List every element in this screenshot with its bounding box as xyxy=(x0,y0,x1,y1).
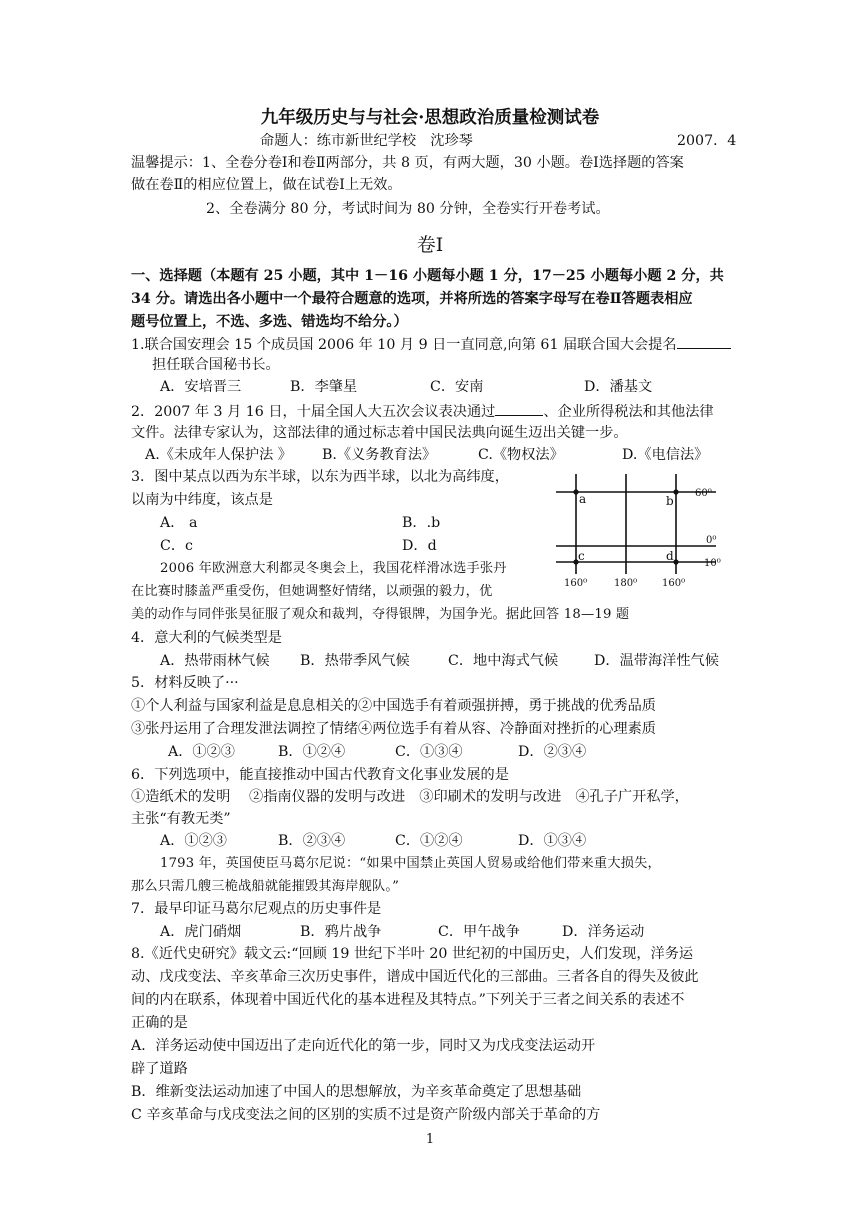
lon-label-160e: 160⁰ xyxy=(564,578,588,589)
lat-label-10: 10⁰ xyxy=(704,558,721,569)
question-7-option-b: B．鸦片战争 xyxy=(300,924,382,940)
question-8-option-a-line-1: A．洋务运动使中国迈出了走向近代化的第一步，同时又为戊戌变法运动开 xyxy=(131,1038,596,1054)
question-3-option-b: B．.b xyxy=(402,515,441,531)
question-6-option-a: A．①②③ xyxy=(160,833,227,849)
section-instructions-1: 一、选择题（本题有 25 小题，其中 1－16 小题每小题 1 分，17－25 小题每小题 2 分，共 xyxy=(131,268,724,284)
question-3-option-c: C．c xyxy=(160,538,193,554)
notice-line-1a: 温馨提示：1、全卷分卷Ⅰ和卷Ⅱ两部分，共 8 页，有两大题，30 小题。卷Ⅰ选择题的答案 xyxy=(131,155,684,171)
question-2-option-b: B.《义务教育法》 xyxy=(322,447,437,463)
notice-line-2: 2、全卷满分 80 分，考试时间为 80 分钟，全卷实行开卷考试。 xyxy=(206,201,610,217)
question-6-option-d: D．①③④ xyxy=(518,833,587,849)
question-3-stem: 3．图中某点以西为东半球，以东为西半球，以北为高纬度， xyxy=(131,469,509,485)
question-8-option-b: B．维新变法运动加速了中国人的思想解放，为辛亥革命奠定了思想基础 xyxy=(131,1084,582,1100)
question-1-option-c: C．安南 xyxy=(430,379,484,395)
question-5-item-2: ③张丹运用了合理发泄法调控了情绪④两位选手有着从容、冷静面对挫折的心理素质 xyxy=(131,721,656,737)
page-number: 1 xyxy=(425,1132,435,1147)
question-6-option-b: B．②③④ xyxy=(278,833,346,849)
question-1-stem-cont: 担任联合国秘书长。 xyxy=(152,357,280,373)
question-5-item-1: ①个人利益与国家利益是息息相关的②中国选手有着顽强拼搏，勇于挑战的优秀品质 xyxy=(131,698,656,714)
question-1-option-b: B．李肇星 xyxy=(290,379,358,395)
point-a xyxy=(573,489,578,494)
material-1-line-2: 在比赛时膝盖严重受伤，但她调整好情绪，以顽强的毅力，优 xyxy=(131,584,493,599)
answer-blank xyxy=(677,336,731,349)
question-4-option-d: D．温带海洋性气候 xyxy=(594,653,719,669)
lat-label-60: 60⁰ xyxy=(695,488,712,499)
question-6-item-2: 主张“有教无类” xyxy=(131,811,231,827)
question-5-option-c: C．①③④ xyxy=(395,744,463,760)
question-7-option-a: A．虎门硝烟 xyxy=(160,924,242,940)
question-7-stem: 7．最早印证马葛尔尼观点的历史事件是 xyxy=(131,901,382,917)
question-1-text: 1.联合国安理会 15 个成员国 2006 年 10 月 9 日一直同意,向第 61 届联合国大会提名 xyxy=(131,337,677,353)
question-3-stem-cont: 以南为中纬度，该点是 xyxy=(131,492,273,508)
exam-title: 九年级历史与与社会·思想政治质量检测试卷 xyxy=(260,108,600,128)
question-3-option-a: A． a xyxy=(160,515,198,531)
point-label-d: d xyxy=(666,549,674,563)
question-6-option-c: C．①②④ xyxy=(395,833,463,849)
point-label-b: b xyxy=(666,494,674,508)
question-2-option-d: D.《电信法》 xyxy=(622,447,709,463)
section-instructions-2: 34 分。请选出各小题中一个最符合题意的选项，并将所选的答案字母写在卷Ⅱ答题表相应 xyxy=(131,291,693,307)
question-7-option-d: D．洋务运动 xyxy=(562,924,645,940)
question-4-option-b: B．热带季风气候 xyxy=(300,653,410,669)
volume-heading: 卷Ⅰ xyxy=(416,234,444,256)
question-6-stem: 6．下列选项中，能直接推动中国古代教育文化事业发展的是 xyxy=(131,767,509,783)
material-1-line-1: 2006 年欧洲意大利都灵冬奥会上，我国花样滑冰选手张丹 xyxy=(160,561,507,576)
question-1-option-d: D．潘基文 xyxy=(584,379,653,395)
question-2-text-a: 2．2007 年 3 月 16 日，十届全国人大五次会议表决通过 xyxy=(131,404,496,420)
point-b xyxy=(673,489,678,494)
question-3-option-d: D．d xyxy=(402,538,437,554)
lat-label-0: 0⁰ xyxy=(706,535,717,546)
notice-line-1b: 做在卷Ⅱ的相应位置上，做在试卷Ⅰ上无效。 xyxy=(131,177,402,193)
point-label-a: a xyxy=(579,492,587,506)
question-8-line-4: 正确的是 xyxy=(131,1015,188,1031)
question-8-line-3: 间的内在联系，体现着中国近代化的基本进程及其特点。”下列关于三者之间关系的表述不 xyxy=(131,992,685,1008)
lon-label-180: 180⁰ xyxy=(614,578,638,589)
question-5-option-d: D．②③④ xyxy=(518,744,587,760)
question-5-option-a: A．①②③ xyxy=(168,744,235,760)
question-4-option-c: C．地中海式气候 xyxy=(448,653,559,669)
question-4-option-a: A．热带雨林气候 xyxy=(160,653,270,669)
question-2-text-b: 、企业所得税法和其他法律 xyxy=(543,404,714,420)
material-1-line-3: 美的动作与同伴张昊征服了观众和裁判，夺得银牌，为国争光。据此回答 18—19 题 xyxy=(131,607,630,622)
question-7-option-c: C．甲午战争 xyxy=(438,924,520,940)
question-1-stem xyxy=(131,336,731,352)
exam-date: 2007．4 xyxy=(677,133,737,149)
question-8-line-1: 8.《近代史研究》载文云:“回顾 19 世纪下半叶 20 世纪初的中国历史，人们发现，洋务运 xyxy=(131,946,694,962)
question-2-stem xyxy=(131,403,714,419)
material-2-line-2: 那么只需几艘三桅战船就能摧毁其海岸舰队。” xyxy=(131,879,400,894)
latitude-longitude-grid-figure xyxy=(556,470,726,594)
question-5-stem: 5．材料反映了··· xyxy=(131,675,239,691)
question-8-option-c: C 辛亥革命与戊戌变法之间的区别的实质不过是资产阶级内部关于革命的方 xyxy=(131,1107,601,1123)
question-2-stem-cont: 文件。法律专家认为，这部法律的通过标志着中国民法典向诞生迈出关键一步。 xyxy=(131,425,628,441)
answer-blank xyxy=(495,403,543,416)
point-label-c: c xyxy=(578,549,585,563)
question-4-stem: 4．意大利的气候类型是 xyxy=(131,630,282,646)
question-6-item-1: ①造纸术的发明 ②指南仪器的发明与改进 ③印刷术的发明与改进 ④孔子广开私学， xyxy=(131,789,689,805)
question-2-option-a: A.《未成年人保护法 》 xyxy=(145,447,292,463)
section-instructions-3: 题号位置上，不选、多选、错选均不给分。） xyxy=(131,314,408,330)
question-1-option-a: A．安培晋三 xyxy=(160,379,242,395)
question-2-option-c: C.《物权法》 xyxy=(478,447,564,463)
question-8-line-2: 动、戊戌变法、辛亥革命三次历史事件，谱成中国近代化的三部曲。三者各自的得失及彼此 xyxy=(131,969,699,985)
question-8-option-a-line-2: 辟了道路 xyxy=(131,1061,188,1077)
material-2-line-1: 1793 年，英国使臣马葛尔尼说：“如果中国禁止英国人贸易或给他们带来重大损失， xyxy=(160,856,661,871)
point-d xyxy=(673,559,678,564)
question-5-option-b: B．①②④ xyxy=(278,744,346,760)
author-line: 命题人：练市新世纪学校 沈珍琴 xyxy=(260,133,473,149)
lon-label-160w: 160⁰ xyxy=(662,578,686,589)
